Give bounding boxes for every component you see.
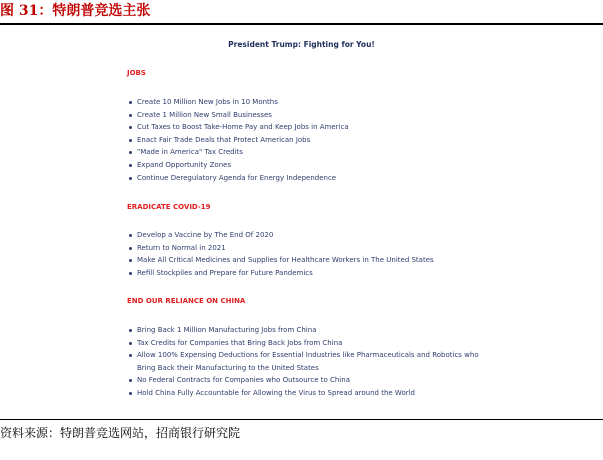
list-item: Cut Taxes to Boost Take-Home Pay and Keep Jobs in America [129,121,349,134]
section-heading-covid: ERADICATE COVID-19 [127,203,211,211]
list-item: Continue Deregulatory Agenda for Energy Independence [129,172,349,185]
list-item: Tax Credits for Companies that Bring Back Jobs from China [129,337,479,350]
bottom-rule [0,419,603,420]
list-item: Bring Back 1 Million Manufacturing Jobs from China [129,324,479,337]
document-heading: President Trump: Fighting for You! [228,40,375,49]
list-item: Return to Normal in 2021 [129,242,434,255]
list-item: Make All Critical Medicines and Supplies for Healthcare Workers in The United States [129,254,434,267]
list-item: Hold China Fully Accountable for Allowing the Virus to Spread around the World [129,387,479,400]
bullet-list-jobs [129,96,349,184]
list-item-text: Allow 100% Expensing Deductions for Essential Industries like Pharmaceuticals and Robotics who [137,351,479,360]
list-item: "Made in America" Tax Credits [129,146,349,159]
figure-title: 图 31：特朗普竞选主张 [0,3,151,19]
source-note: 资料来源：特朗普竞选网站，招商银行研究院 [0,426,241,440]
list-item: Enact Fair Trade Deals that Protect American Jobs [129,134,349,147]
list-item: Develop a Vaccine by The End Of 2020 [129,229,434,242]
list-item: Create 1 Million New Small Businesses [129,109,349,122]
list-item: Expand Opportunity Zones [129,159,349,172]
top-rule [0,23,603,25]
section-heading-jobs: JOBS [127,69,146,77]
bullet-list-covid [129,229,434,279]
section-heading-china: END OUR RELIANCE ON CHINA [127,297,246,305]
list-item: Create 10 Million New Jobs in 10 Months [129,96,349,109]
list-item: Refill Stockpiles and Prepare for Future Pandemics [129,267,434,280]
list-item-continuation: Bring Back their Manufacturing to the United States [137,363,319,372]
bullet-list-china [129,324,479,400]
list-item [129,349,479,374]
list-item: No Federal Contracts for Companies who Outsource to China [129,374,479,387]
